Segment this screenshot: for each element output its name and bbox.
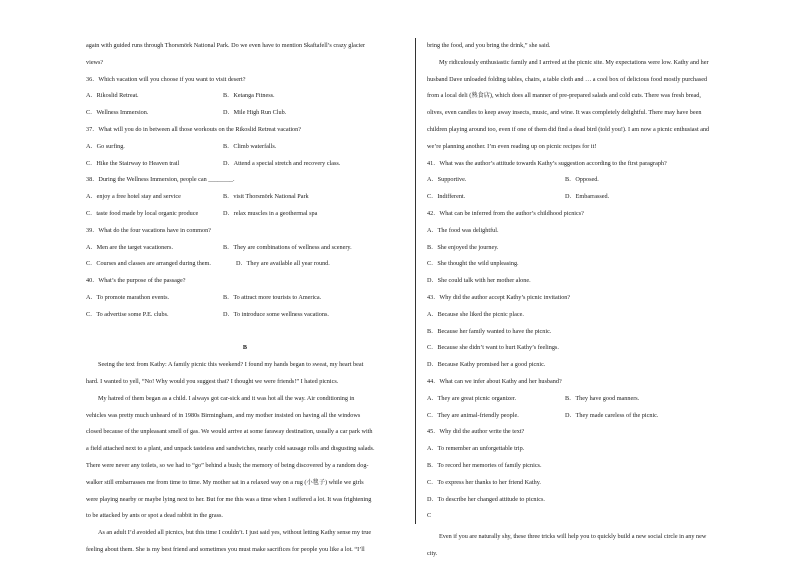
passage-line: walker still embarrasses me from time to time. My mother sat in a relaxed way on a rug (小毯子) while we girls	[86, 478, 364, 486]
question-stem: 36．Which vacation will you choose if you want to visit desert?	[86, 75, 246, 83]
option-d: D．relax muscles in a geothermal spa	[223, 209, 318, 217]
section-label-b: B	[242, 344, 248, 352]
section-label-c: C	[427, 512, 432, 520]
options-row	[86, 189, 404, 206]
option-d: D．Embarrassed.	[565, 193, 610, 201]
option-c: C．Because she didn’t want to hurt Kathy’s feelings.	[427, 344, 559, 352]
column-divider	[415, 38, 416, 524]
passage-line: a field attached next to a plant, and unpack tasteless and sandwiches, nearly cold sausage rolls and disgusting salads.	[86, 445, 375, 453]
question-stem: 38．During the Wellness Immersion, people can ________.	[86, 176, 235, 184]
option-c: C．taste food made by local organic produce	[86, 209, 199, 217]
options-row	[86, 156, 404, 173]
option-a: A．To promote marathon events.	[86, 293, 170, 301]
option-c: C．To express her thanks to her friend Kathy.	[427, 478, 541, 486]
options-row	[86, 105, 404, 122]
option-b: B．They have good manners.	[565, 394, 640, 402]
option-d: D．To introduce some wellness vacations.	[223, 310, 329, 318]
options-row	[86, 256, 404, 273]
options-row	[427, 189, 747, 206]
passage-line: Even if you are naturally shy, these three tricks will help you to quickly build a new social circle in any new	[439, 533, 707, 541]
text-line: again with guided runs through Thorsmörk National Park. Do we even have to mention Skaftafell’s crazy glacier	[86, 42, 366, 49]
options-row	[427, 172, 747, 189]
passage-line: city.	[427, 549, 438, 557]
options-row	[86, 307, 404, 324]
passage-line: children playing around too, even if one of them did find a dead bird (told you!). I am now a picnic enthusiast and	[427, 125, 710, 133]
passage-line: vehicles was pretty much unheard of in 1980s Birmingham, and my mother insisted on having all the windows	[86, 411, 361, 419]
option-a: A．Men are the target vacationers.	[86, 243, 173, 251]
option-c: C．They are animal-friendly people.	[427, 411, 519, 419]
option-c: C．Wellness Immersion.	[86, 109, 149, 117]
options-row	[86, 139, 404, 156]
option-a: A．Because she liked the picnic place.	[427, 310, 524, 318]
text-line: views?	[86, 58, 104, 66]
options-row	[86, 206, 404, 223]
question-stem: 42．What can be inferred from the author’s childhood picnics?	[427, 209, 584, 217]
question-stem: 43．Why did the author accept Kathy’s picnic invitation?	[427, 293, 571, 301]
question-stem: 37．What will you do in between all those workouts on the Rikoslid Retreat vacation?	[86, 125, 301, 133]
option-a: A．enjoy a free hotel stay and service	[86, 193, 181, 201]
option-c: C．Indifferent.	[427, 193, 466, 201]
option-b: B．To record her memories of family picnics.	[427, 461, 542, 469]
passage-line: As an adult I’d avoided all picnics, but this time I couldn’t. I just said yes, without letting Kathy sense my true	[98, 529, 372, 537]
passage-line: to be attacked by ants or spot a dead rabbit in the grass.	[86, 512, 223, 520]
passage-line: from a local deli (熟食店), which does all manner of pre-prepared salads and cold cuts. There was fresh bread,	[427, 92, 701, 100]
passage-line: hard. I wanted to yell, “No! Why would you suggest that? I thought we were friends!” I hated picnics.	[86, 377, 339, 385]
passage-line: we’re planning another. I’m even reading up on picnic recipes for it!	[427, 142, 597, 150]
option-a: A．Go surfing.	[86, 142, 125, 150]
left-column	[86, 38, 404, 562]
question-stem: 39．What do the four vacations have in common?	[86, 226, 211, 234]
option-d: D．To describe her changed attitude to picnics.	[427, 495, 545, 503]
passage-line: olives, even candles to keep away insects, music, and wine. It was completely delightful. There may have been	[427, 109, 702, 117]
option-b: B．Because her family wanted to have the picnic.	[427, 327, 552, 335]
option-c: C．She thought the wild unpleasing.	[427, 260, 519, 268]
option-a: A．They are great picnic organizer.	[427, 394, 517, 402]
option-d: D．She could talk with her mother alone.	[427, 277, 531, 285]
question-stem: 45．Why did the author write the text?	[427, 428, 525, 436]
options-row	[427, 391, 747, 408]
option-b: B．To attract more tourists to America.	[223, 293, 322, 301]
passage-line: were playing nearby or maybe lying next to her. But for me this was a time when I suffered a lot. It was frightening	[86, 495, 372, 503]
option-b: B．Ketanga Fitness.	[223, 92, 275, 100]
passage-line: My hatred of them began as a child. I always got car-sick and it was hot all the way. Air conditioning in	[98, 394, 355, 402]
passage-line: Seeing the text from Kathy: A family picnic this weekend? I found my hands began to sweat, my heart beat	[98, 361, 364, 369]
option-c: C．To advertise some P.E. clubs.	[86, 310, 169, 318]
option-c: C．Courses and classes are arranged during them.	[86, 260, 211, 268]
passage-line: closed because of the unpleasant smell of gas. We would arrive at some faraway destination, usually a car park with	[86, 428, 373, 436]
right-column	[427, 38, 747, 562]
passage-line: My ridiculously enthusiastic family and I arrived at the picnic site. My expectations were low. Kathy and her	[439, 58, 709, 66]
option-d: D．Because Kathy promised her a good picnic.	[427, 361, 546, 369]
option-d: D．Mile High Run Club.	[223, 109, 287, 117]
passage-line: feeling about them. She is my best friend and sometimes you must make sacrifices for people you like a lot. “I’ll	[86, 545, 365, 553]
option-a: A．Supportive.	[427, 176, 467, 184]
option-a: A．Rikoslid Retreat.	[86, 92, 139, 100]
passage-line: bring the food, and you bring the drink,” she said.	[427, 42, 551, 49]
passage-line: There were never any toilets, so we had to “go” behind a bush; the memory of being discovered by a random dog-	[86, 461, 369, 469]
option-a: A．To remember an unforgettable trip.	[427, 445, 525, 453]
option-a: A．The food was delightful.	[427, 226, 499, 234]
option-b: B．They are combinations of wellness and scenery.	[223, 243, 352, 251]
option-d: D．They made careless of the picnic.	[565, 411, 659, 419]
option-d: D．Attend a special stretch and recovery class.	[223, 159, 341, 167]
options-row	[86, 88, 404, 105]
option-b: B．Climb waterfalls.	[223, 142, 277, 150]
options-row	[86, 290, 404, 307]
option-d: D．They are available all year round.	[236, 260, 330, 268]
option-b: B．Opposed.	[565, 176, 599, 184]
option-b: B．She enjoyed the journey.	[427, 243, 499, 251]
spacer	[86, 324, 404, 341]
options-row	[86, 240, 404, 257]
passage-line: husband Dave unloaded folding tables, chairs, a table cloth and … a cool box of delicious food mostly purchased	[427, 75, 708, 83]
options-row	[427, 408, 747, 425]
question-stem: 40．What’s the purpose of the passage?	[86, 277, 186, 285]
option-b: B．visit Thorsmörk National Park	[223, 193, 309, 201]
question-stem: 41．What was the author’s attitude towards Kathy’s suggestion according to the first paragraph?	[427, 159, 667, 167]
option-c: C．Hike the Stairway to Heaven trail	[86, 159, 180, 167]
question-stem: 44．What can we infer about Kathy and her husband?	[427, 377, 562, 385]
